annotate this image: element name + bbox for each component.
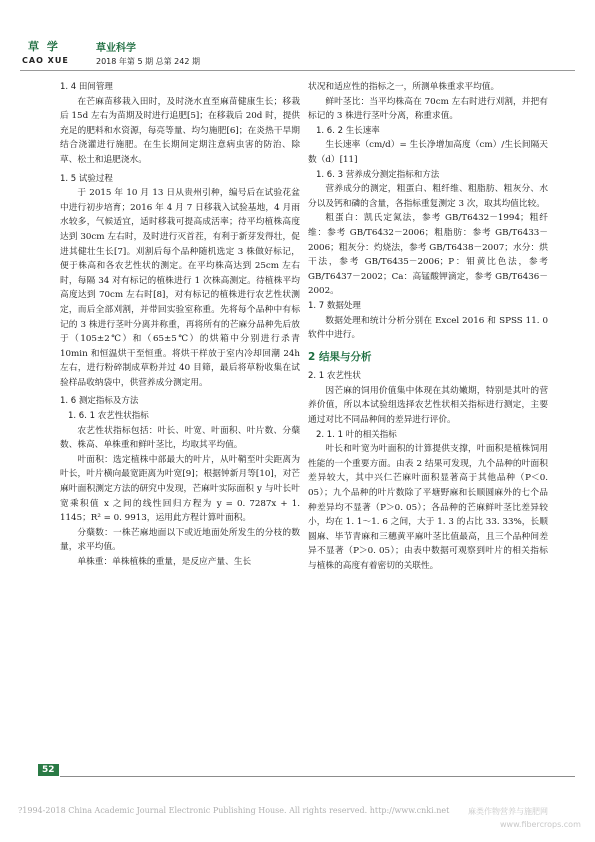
copyright-footer: ?1994-2018 China Academic Journal Electronic Publishing House. All rights reserved. http://www.cnki.net [18, 806, 450, 815]
page-number: 52 [38, 764, 59, 776]
paragraph: 在芒麻苗移栽入田时，及时浇水直至麻苗健康生长；移栽后 15d 左右为苗期及时进行追肥[5]；在移栽后 20d 时，提供充足的肥料和水资源，每亮等量、均匀施肥[6]；在炎热干旱期结合浇灌进行施肥。在生长期间定期注意病虫害的防治、除草、松土和追肥浇水。 [60, 96, 300, 165]
paragraph: 因芒麻的饲用价值集中体现在其幼嫩期，特别是其叶的营养价值，所以本试验组选择农艺性状相关指标进行测定，主要通过对比不同品种间的差异进行评价。 [308, 385, 548, 426]
paragraph: 农艺性状指标包括：叶长、叶宽、叶面积、叶片数、分蘖数、株高、单株重和鲜叶茎比，均取其平均值。 [60, 425, 300, 451]
paragraph: 于 2015 年 10 月 13 日从贵州引种，编号后在试验花盆中进行初步培育；2016 年 4 月 7 日移栽入试验基地，4 月雨水较多，气候适宜，适时移栽可提高成活率；待平均植株高度达到 30cm 左右时，及时进行灭首茬，有利于新芽发得壮，促进其健壮生长[7]。刈割后每个品种随机选定 3 株做好标记，便于株高和各农艺性状的测定。在平均株高达到 25cm 左右时，每隔 34 对有标记的植株进行 1 次株高测定。待植株平均高度达到 70cm 左右时[8]，对有标记的植株进行农艺性状测定，而后全部刈割，并带回实验室称重。先将每个品种中有标记的 3 株进行茎叶分离并称重，再将所有的芒麻分品种先后放于（105±2℃）和（65±5℃）的烘箱中分别进行杀青 10min 和恒温烘干至恒重。将烘干样放于室内冷却回潮 24h 左右，进行粉碎制成草粉并过 40 目筛，最后将草粉收集在试验样品收纳袋中，供营养成分测定用。 [60, 188, 300, 388]
subsection-heading: 2. 1. 1 叶的相关指标 [316, 429, 397, 440]
header-divider [20, 70, 575, 71]
paragraph: 营养成分的测定，粗蛋白、粗纤维、粗脂肪、粗灰分、水分以及钙和磷的含量，各指标重复测定 3 次，取其均值比较。 [308, 184, 548, 209]
watermark-url: www.fibercrops.com [500, 820, 581, 829]
journal-section-title-en: CAO XUE [22, 56, 69, 65]
paragraph: 生长速率（cm/d）= 生长净增加高度（cm）/生长间隔天数（d）[11] [308, 140, 548, 165]
right-column [308, 80, 548, 574]
issue-info: 2018 年第 5 期 总第 242 期 [96, 57, 200, 66]
paragraph: 单株重：单株植株的重量，是反应产量、生长 [77, 557, 252, 567]
subsection-heading: 2. 1 农艺性状 [308, 371, 361, 382]
subsection-heading: 1. 6. 2 生长速率 [316, 125, 380, 136]
paragraph: 粗蛋白：凯氏定氮法，参考 GB/T6432－1994；粗纤维：参考 GB/T6432－2006；粗脂肪：参考 GB/T6433－2006；粗灰分：灼烧法，参考 GB/T6438－2007；水分：烘干法，参考 GB/T6435－2006；P：钼黄比色法，参考 GB/T6437－2002；Ca：高锰酸钾滴定，参考 GB/T6436－2002。 [308, 213, 548, 297]
subsection-heading: 1. 6 测定指标及方法 [60, 396, 139, 407]
watermark-text: 麻类作物营养与施肥网 [468, 807, 548, 816]
subsection-heading: 1. 4 田间管理 [60, 82, 113, 92]
subsection-heading: 1. 7 数据处理 [308, 300, 361, 311]
paragraph: 叶长和叶宽为叶面积的计算提供支撑，叶面积是植株饲用性能的一个重要方面。由表 2 结果可发现，九个品种的叶面积差异较大，其中兴仁芒麻叶面积显著高于其他品种（P＜0. 05）；九个品种的叶片数除了平塘野麻和长顺圆麻外的七个品种差异均不显著（P＞0. 05）；各品种的芒麻鲜叶茎比差异较小，均在 1. 1～1. 6 之间，大于 1. 3 的占比 33. 33%，长顺圆麻、毕节青麻和三穗黄平麻叶茎比值最高，且三个品种间差异不显著（P＞0. 05）；由表中数据可观察到叶片的相关指标与植株的高度有着密切的关联性。 [308, 444, 548, 571]
subsection-heading: 1. 6. 1 农艺性状指标 [68, 411, 149, 422]
section-heading: 2 结果与分析 [308, 350, 372, 363]
journal-name: 草业科学 [96, 43, 136, 54]
paragraph: 分蘖数：一株芒麻地面以下或近地面处所发生的分枝的数量，求平均值。 [60, 527, 300, 553]
paragraph: 数据处理和统计分析分别在 Excel 2016 和 SPSS 11. 0 软件中进行。 [308, 315, 548, 341]
paragraph: 状况和适应性的指标之一，所测单株重求平均值。 [308, 82, 500, 92]
page-header [0, 0, 595, 72]
footer-divider [60, 776, 575, 777]
journal-section-title: 草 学 [28, 40, 60, 53]
subsection-heading: 1. 5 试验过程 [60, 173, 113, 184]
left-column [60, 80, 300, 570]
paragraph: 叶面积：选定植株中部最大的叶片，从叶鞘至叶尖距离为叶长，叶片横向最宽距离为叶宽[9]；根据钟新月等[10]，对芒麻叶面积测定方法的研究中发现，芒麻叶实际面积 y 与叶长叶宽乘积值 x 之间的线性回归方程为 y = 0. 7287x + 1. 1145；R² = 0. 9913，运用此方程计算叶面积。 [60, 454, 300, 524]
paragraph: 鲜叶茎比：当平均株高在 70cm 左右时进行刈割，并把有标记的 3 株进行茎叶分离，称重求值。 [308, 96, 548, 122]
subsection-heading: 1. 6. 3 营养成分测定指标和方法 [316, 169, 440, 180]
